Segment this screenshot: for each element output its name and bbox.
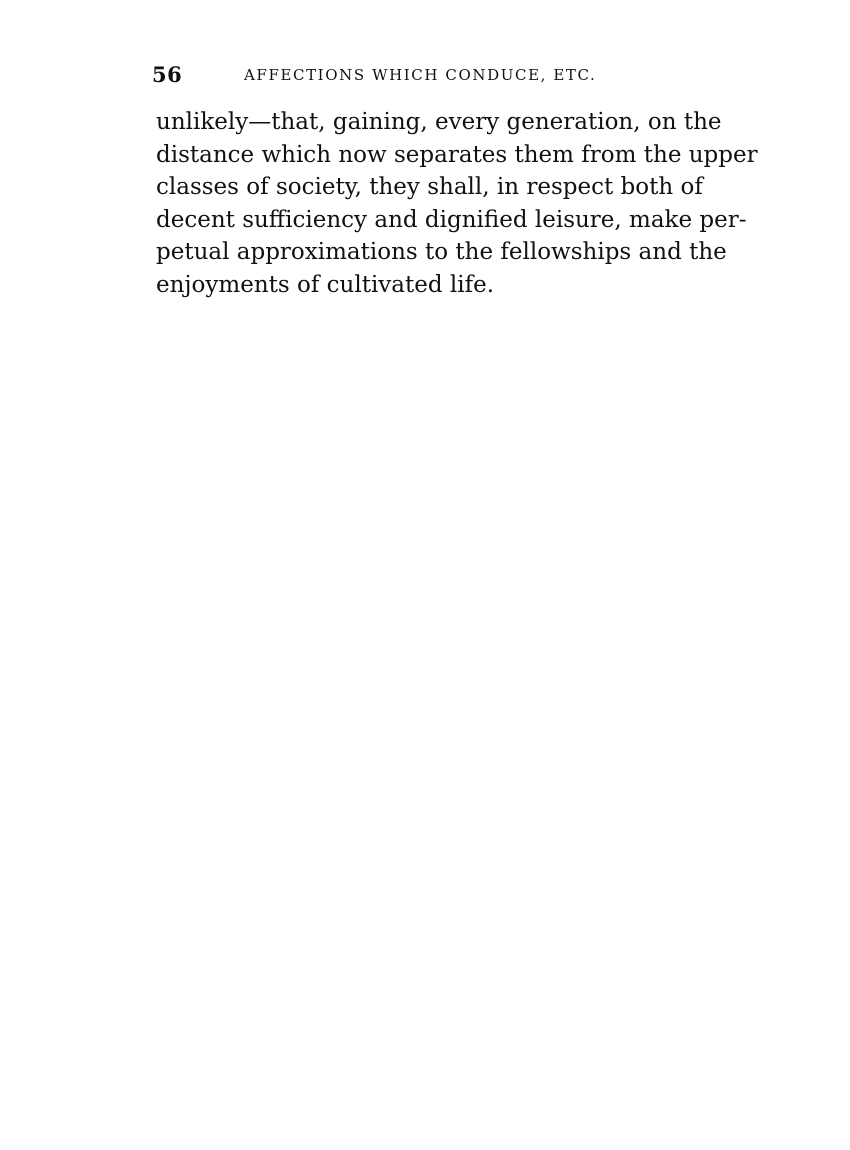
body-paragraph — [156, 106, 758, 301]
page-number: 56 — [152, 62, 183, 87]
text-line: decent sufficiency and dignified leisure, make per- — [156, 206, 747, 233]
text-line: unlikely—that, gaining, every generation, on the — [156, 109, 722, 135]
text-line: enjoyments of cultivated life. — [156, 271, 495, 298]
running-head — [152, 62, 612, 90]
running-title: AFFECTIONS WHICH CONDUCE, ETC. — [244, 66, 597, 84]
text-line: distance which now separates them from the upper — [156, 141, 758, 168]
text-line: classes of society, they shall, in respect both of — [156, 174, 703, 200]
text-line: petual approximations to the fellowships and the — [156, 239, 727, 265]
